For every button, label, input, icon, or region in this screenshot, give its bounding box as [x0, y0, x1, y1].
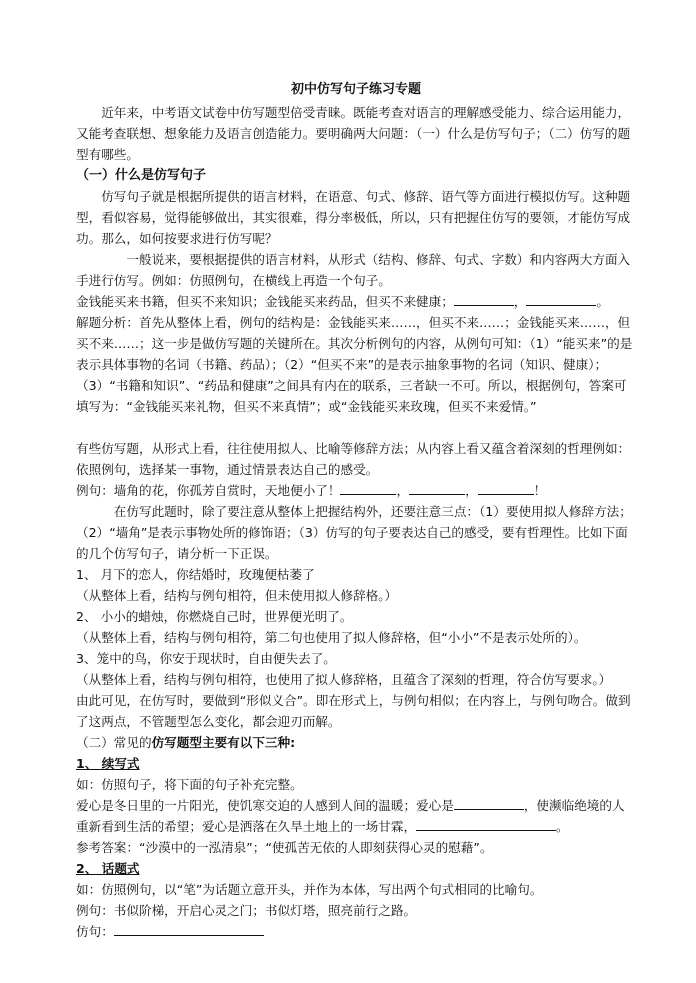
document-title: 初中仿写句子练习专题	[290, 82, 421, 97]
type1-text-c: 。	[556, 819, 569, 834]
type1-heading: 1、 续写式	[76, 756, 140, 771]
list-item-3-note: （从整体上看，结构与例句相符，也使用了拟人修辞格，且蕴含了深刻的哲理，符合仿写要求。）	[76, 672, 612, 687]
example2-blank-1[interactable]	[340, 480, 396, 495]
type2-answer-line	[76, 921, 636, 942]
section1-paragraph-2: 一般说来，要根据提供的语言材料，从形式（结构、修辞、句式、字数）和内容两大方面入手进行仿写。例如：仿照例句，在横线上再造一个句子。	[76, 252, 631, 288]
type1-answer: 参考答案：“沙漠中的一泓清泉”；“使孤苦无依的人即刻获得心灵的慰藉”。	[76, 840, 493, 855]
list-item-1-note: （从整体上看，结构与例句相符，但未使用拟人修辞格。）	[76, 588, 398, 603]
type1-text-a: 爱心是冬日里的一片阳光，使饥寒交迫的人感到人间的温暖；爱心是	[76, 798, 454, 813]
conclusion-paragraph: 由此可见，在仿写时，要做到“形似义合”。即在形式上，与例句相似；在内容上，与例句吻合。做到了这两点，不管题型怎么变化，都会迎刃而解。	[76, 693, 631, 729]
example2-blank-3[interactable]	[478, 480, 534, 495]
example2-text: 例句：墙角的花，你孤芳自赏时，天地便小了！	[76, 483, 341, 498]
section1-paragraph-1: 仿写句子就是根据所提供的语言材料，在语意、句式、修辞、语气等方面进行模拟仿写。这种题型，看似容易，觉得能够做出，其实很难，得分率极低，所以，只有把握住仿写的要领，才能仿写成功。那么，如何按要求进行仿写呢？	[76, 189, 631, 246]
type2-blank-label: 仿句：	[76, 924, 114, 939]
list-item-2-note: （从整体上看，结构与例句相符，第二句也使用了拟人修辞格，但“小小”不是表示处所的）。	[76, 630, 587, 645]
type2-example: 如：仿照例句，以“笔”为话题立意开头，并作为本体，写出两个句式相同的比喻句。	[76, 882, 543, 897]
example2-separator-2: ，	[465, 483, 478, 498]
example1-blank-2[interactable]	[526, 291, 596, 306]
section2-bold: 仿写题型主要有以下三种:	[151, 735, 296, 750]
section2-prefix: （二）常见的	[76, 735, 152, 750]
type2-heading: 2、 话题式	[76, 861, 140, 876]
type1-blank-2[interactable]	[416, 816, 556, 831]
section1-heading: （一）什么是仿写句子	[76, 168, 207, 183]
list-item-2: 2、 小小的蜡烛，你燃烧自己时，世界便光明了。	[76, 609, 353, 624]
example1-end: 。	[596, 294, 609, 309]
list-item-1: 1、 月下的恋人，你结婚时，玫瑰便枯萎了	[76, 567, 315, 582]
section2-heading	[76, 732, 636, 753]
analysis-paragraph: 解题分析：首先从整体上看，例句的结构是：金钱能买来……，但买不来……；金钱能买来……，但买不来……；这一步是做仿写题的关键所在。其次分析例句的内容，从例句可知：（1）“能买来”的是表示具体事物的名词（书籍、药品）；（2）“但买不来”的是表示抽象事物的名词（知识、健康）；（3）“书籍和知识”、“药品和健康”之间具有内在的联系，三者缺一不可。所以，根据例句，答案可填写为：“金钱能买来礼物，但买不来真情”；或“金钱能买来玫瑰，但买不来爱情。”	[76, 315, 633, 414]
type2-blank[interactable]	[114, 921, 264, 936]
type2-sample: 例句：书似阶梯，开启心灵之门；书似灯塔，照亮前行之路。	[76, 903, 417, 918]
example1-text: 金钱能买来书籍，但买不来知识；金钱能买来药品，但买不来健康；	[76, 294, 454, 309]
blank-line	[76, 417, 636, 438]
philosophy-paragraph: 有些仿写题，从形式上看，往往使用拟人、比喻等修辞方法；从内容上看又蕴含着深刻的哲理例如：依照例句，选择某一事物，通过情景表达自己的感受。	[76, 441, 631, 477]
intro-paragraph: 近年来，中考语文试卷中仿写题型倍受青睐。既能考查对语言的理解感受能力、综合运用能力，又能考查联想、想象能力及语言创造能力。要明确两大问题：（一）什么是仿写句子；（二）仿写的题型有哪些。	[76, 105, 631, 162]
type1-sentence	[76, 795, 636, 837]
list-item-3: 3、笼中的鸟，你安于现状时，自由便失去了。	[76, 651, 336, 666]
example1-separator: ，	[513, 294, 527, 309]
type1-text-b: ，使濒临绝境的人重新看到生活的希望；爱心是洒落在久旱土地上的一场甘霖，	[76, 798, 625, 834]
example1-sentence	[76, 291, 636, 312]
type1-example: 如：仿照句子，将下面的句子补充完整。	[76, 777, 303, 792]
example2-blank-2[interactable]	[409, 480, 465, 495]
type1-blank-1[interactable]	[454, 795, 524, 810]
example2-sentence	[76, 480, 636, 501]
example2-end: ！	[533, 483, 547, 498]
example2-separator-1: ，	[396, 483, 410, 498]
note-paragraph: 在仿写此题时，除了要注意从整体上把握结构外，还要注意三点：（1）要使用拟人修辞方法；（2）“墙角”是表示事物处所的修饰语；（3）仿写的句子要表达自己的感受，要有哲理性。比如下面的几个仿写句子，请分析一下正误。	[76, 504, 632, 561]
example1-blank-1[interactable]	[454, 291, 514, 306]
